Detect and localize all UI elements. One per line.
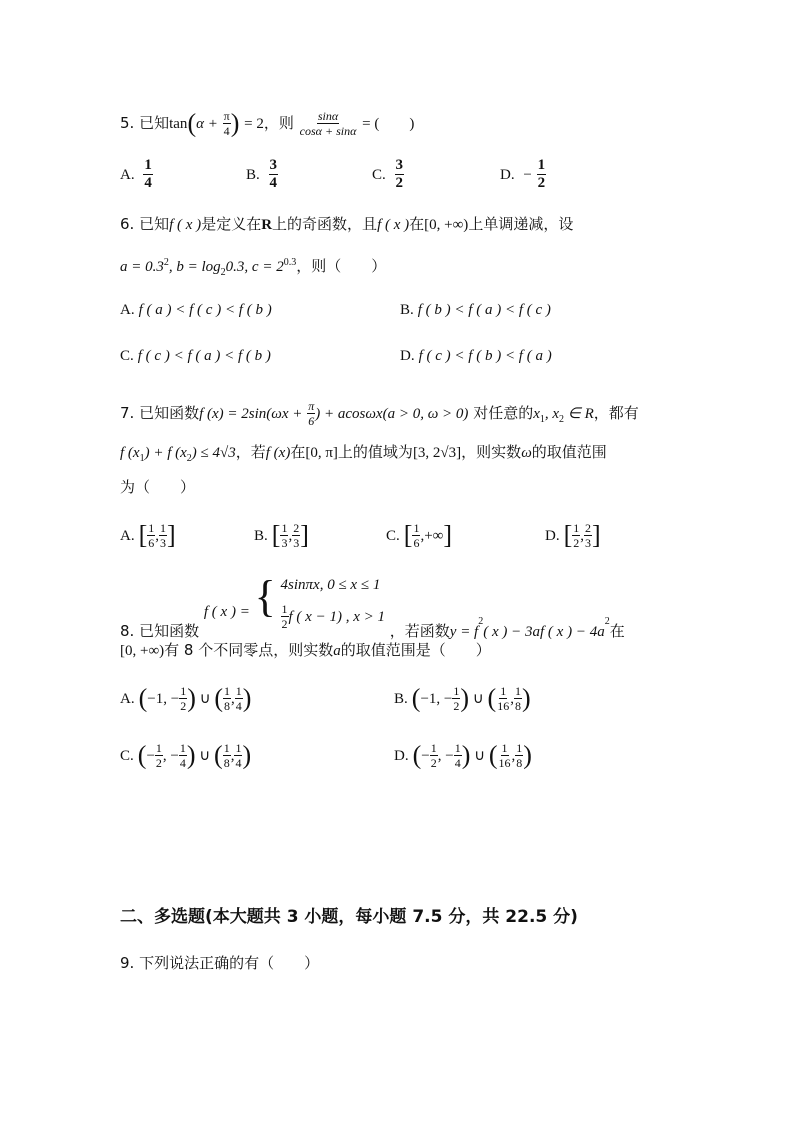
- q5-option-b[interactable]: B. $\frac{3}{4}$: [246, 157, 278, 191]
- q8-stem-line2: [0, +∞)有 8 个不同零点，则实数a的取值范围是（ ）: [120, 641, 491, 659]
- q9-stem: 9. 下列说法正确的有（ ）: [120, 954, 320, 972]
- q8-stem-line1: 8. 已知函数 f ( x ) = { 4sinπx, 0 ≤ x ≤ 1 $\frac{1}{2}$ f ( x − 1) , x > 1 ，若函数$y = f_2$( x ) − 3af ( x ) − $4a_2$在: [120, 572, 625, 640]
- q7-option-a[interactable]: A. [ $\frac{1}{6}$ , $\frac{1}{3}$ ]: [120, 520, 176, 550]
- q6-option-b[interactable]: B. f ( b ) < f ( a ) < f ( c ): [400, 302, 551, 318]
- q7-option-b[interactable]: B. [ $\frac{1}{3}$ , $\frac{2}{3}$ ]: [254, 520, 309, 550]
- q5-stem: 5. 已知tan(α + $\frac{\pi}{4}$ ) = 2，则 $\frac{\sin\alpha}{\cos\alpha + \sin\alpha}$ = ( ): [120, 108, 415, 138]
- q5-option-a[interactable]: A. $\frac{1}{4}$: [120, 157, 152, 191]
- q5-number: 5.: [120, 114, 135, 132]
- q8-option-a[interactable]: A. (−1, − $\frac{1}{2}$ ) ∪ ( $\frac{1}{8}$ , $\frac{1}{4}$ ): [120, 683, 252, 713]
- q6-option-a[interactable]: A. f ( a ) < f ( c ) < f ( b ): [120, 302, 272, 318]
- q6-stem-line2: $a = 0.3^2$, $b = \log_20.3$, $c = 2^{0.3}$，则（ ）: [120, 257, 387, 278]
- q6-stem-line1: 6. 已知f ( x )是定义在R上的奇函数，且f ( x )在[0, +∞)上单调递减，设: [120, 215, 574, 233]
- q8-option-d[interactable]: D. (− $\frac{1}{2}$ , − $\frac{1}{4}$ ) ∪ ( $\frac{1}{16}$ , $\frac{1}{8}$ ): [394, 740, 532, 770]
- q5-prefix: 已知: [139, 114, 170, 132]
- q7-option-d[interactable]: D. [ $\frac{1}{2}$ , $\frac{2}{3}$ ]: [545, 520, 601, 550]
- q7-stem-line2: f $(x_1) + f$ $(x_2) \le 4√3$，若f (x)在[0, π]上的值域为[3, 2√3]，则实数ω的取值范围: [120, 443, 607, 464]
- q8-option-b[interactable]: B. (−1, − $\frac{1}{2}$ ) ∪ ( $\frac{1}{16}$ , $\frac{1}{8}$ ): [394, 683, 531, 713]
- q5-option-d[interactable]: D. − $\frac{1}{2}$: [500, 157, 546, 191]
- q7-stem-line3: 为（ ）: [120, 478, 196, 496]
- q5-main-fraction: $\frac{\sin\alpha}{\cos\alpha + \sin\alpha}$: [299, 109, 357, 138]
- q6-option-c[interactable]: C. f ( c ) < f ( a ) < f ( b ): [120, 348, 271, 364]
- q8-option-c[interactable]: C. (− $\frac{1}{2}$ , − $\frac{1}{4}$ ) ∪ ( $\frac{1}{8}$ , $\frac{1}{4}$ ): [120, 740, 252, 770]
- q6-option-d[interactable]: D. f ( c ) < f ( b ) < f ( a ): [400, 348, 552, 364]
- q7-stem-line1: 7. 已知函数f (x) = 2sin(ωx + $\frac{\pi}{6}$ ) + acosωx(a > 0, ω > 0) 对任意的$x_1$, $x_2$ ∈ R，都有: [120, 399, 639, 428]
- q5-pi-over-4: $\frac{\pi}{4}$: [223, 109, 230, 138]
- q5-option-c[interactable]: C. $\frac{3}{2}$: [372, 157, 404, 191]
- q7-option-c[interactable]: C. [ $\frac{1}{6}$ ,+∞]: [386, 520, 453, 550]
- section2-heading: 二、多选题(本大题共 3 小题，每小题 7.5 分，共 22.5 分): [120, 907, 578, 927]
